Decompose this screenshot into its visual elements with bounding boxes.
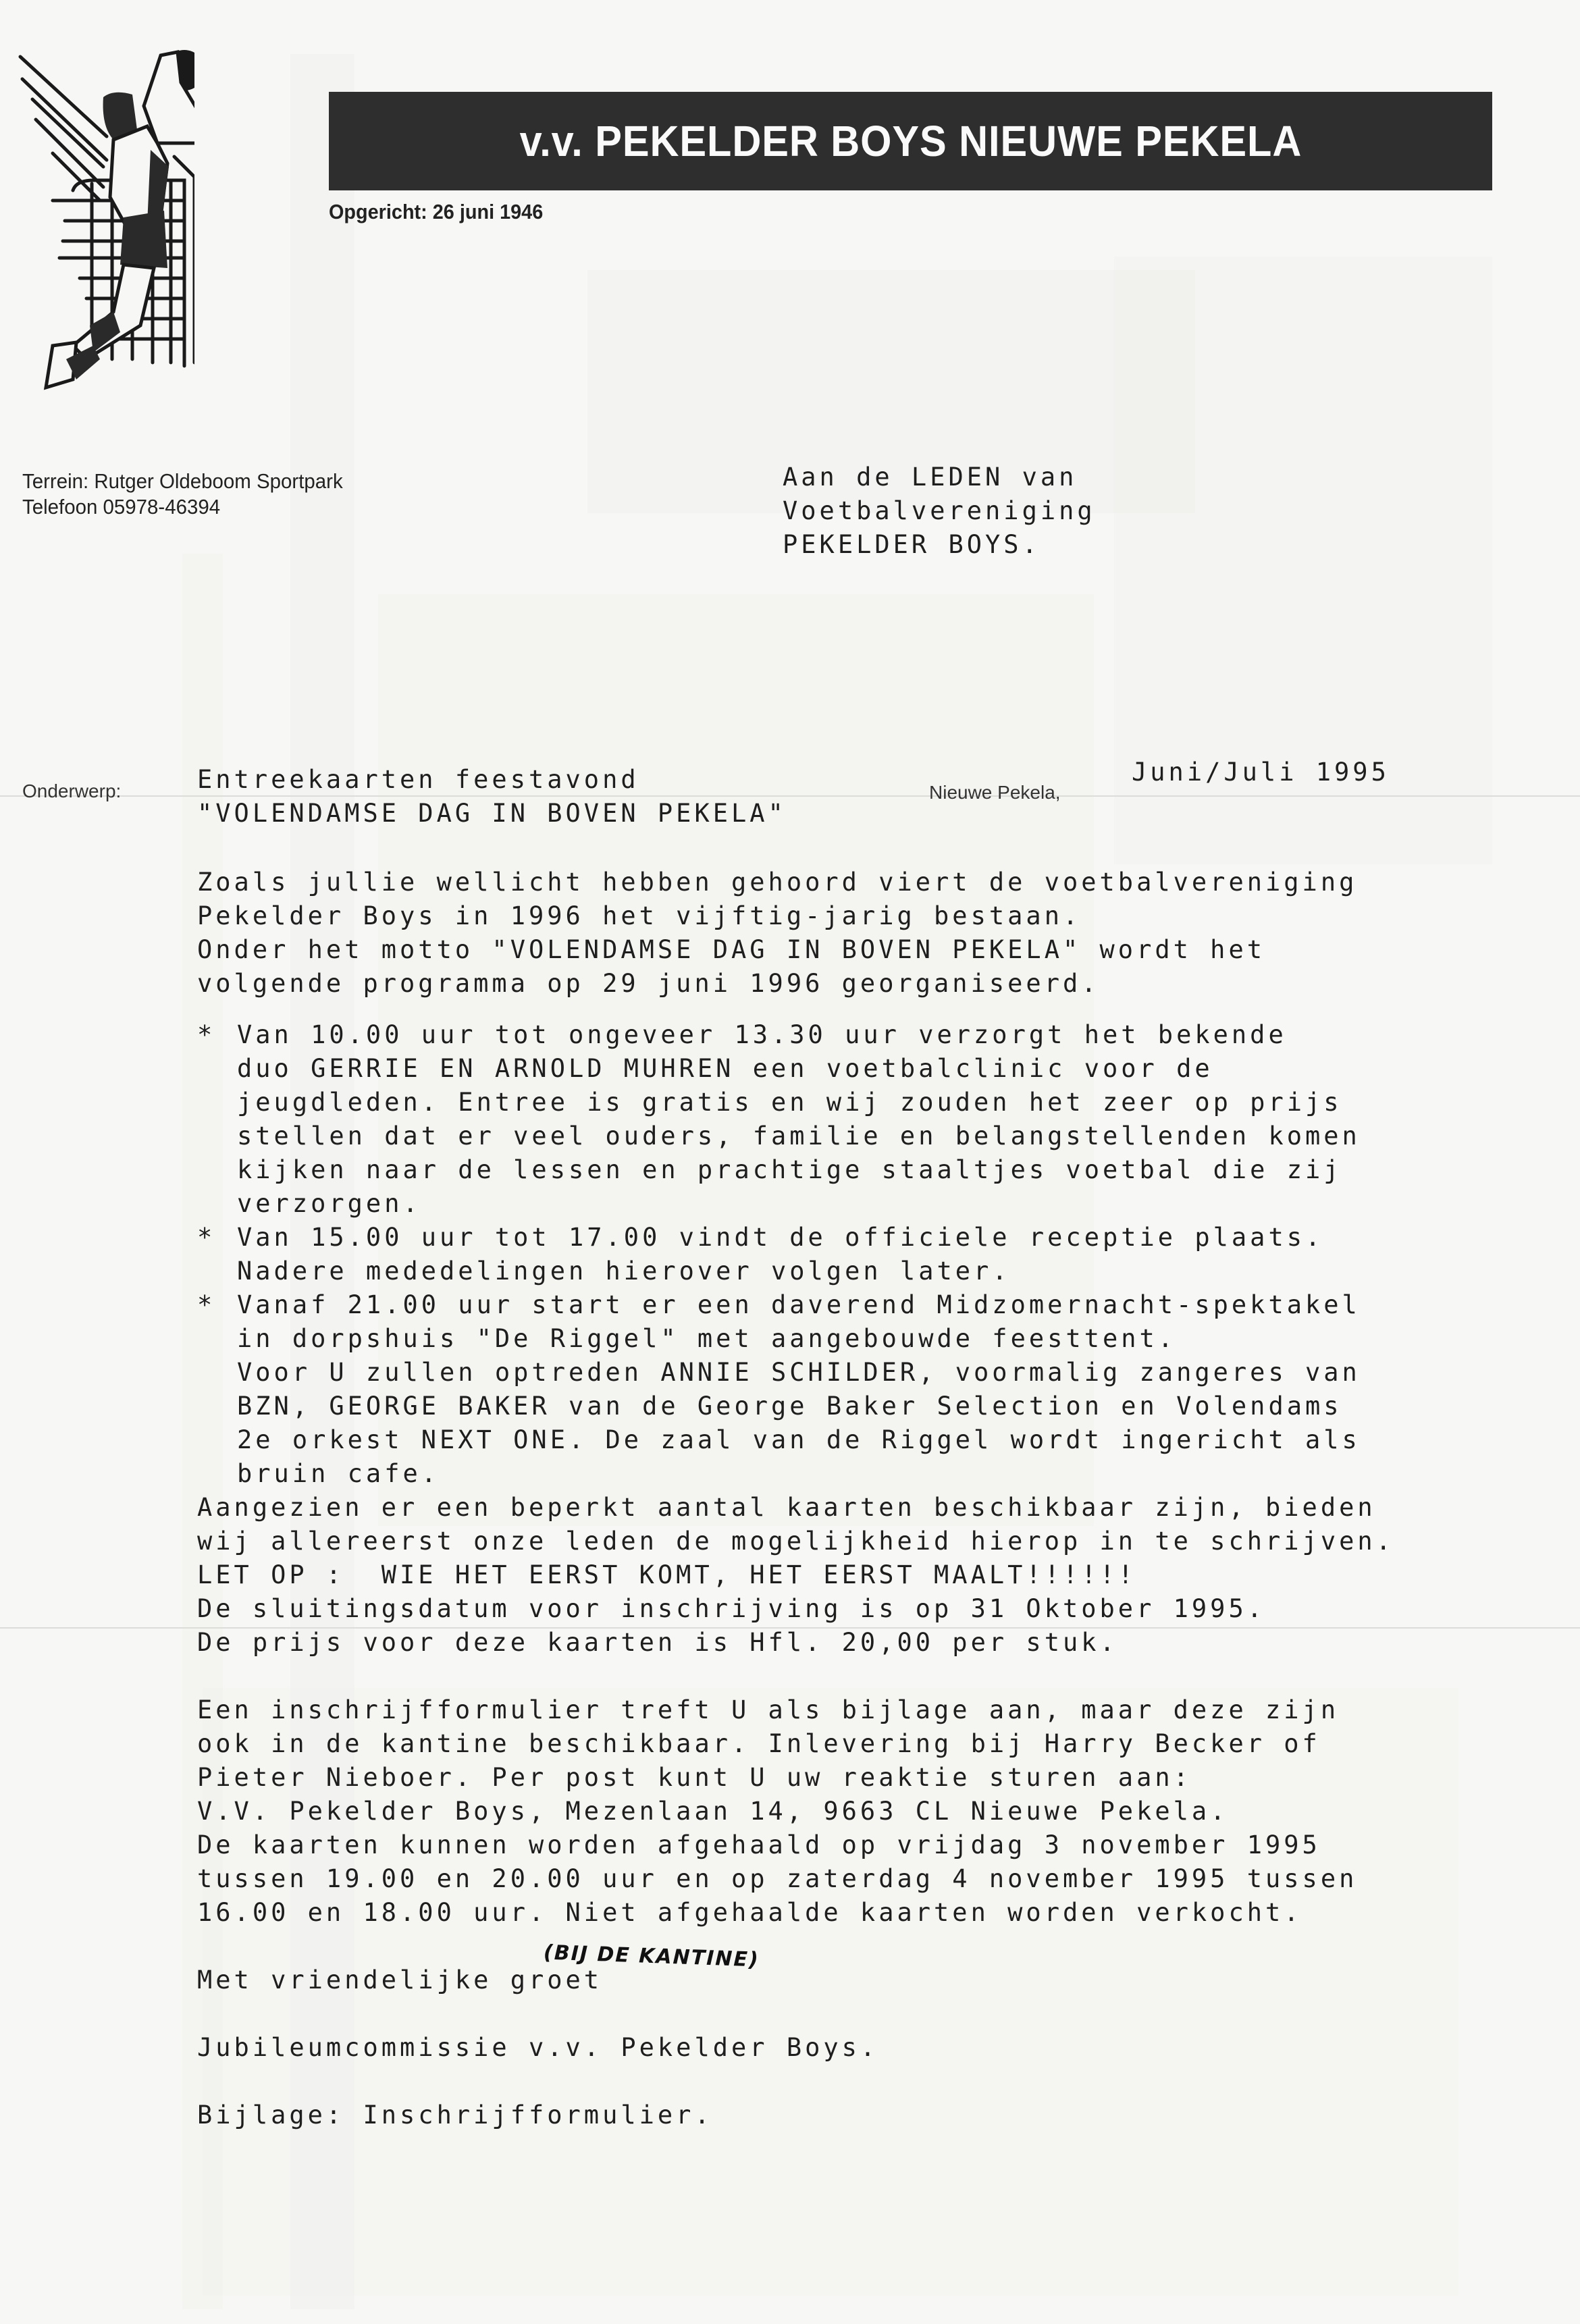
intro-line: Zoals jullie wellicht hebben gehoord viert de voetbalvereniging bbox=[197, 868, 1358, 897]
registration-line: Een inschrijfformulier treft U als bijlage aan, maar deze zijn bbox=[197, 1695, 1340, 1724]
program-line: Van 15.00 uur tot 17.00 vindt de officiele receptie plaats. bbox=[237, 1223, 1324, 1252]
program-line: BZN, GEORGE BAKER van de George Baker Selection en Volendams bbox=[237, 1392, 1342, 1421]
tickets-warning: LET OP : WIE HET EERST KOMT, HET EERST MAALT!!!!!! bbox=[197, 1560, 1137, 1589]
program-line: Nadere mededelingen hierover volgen later. bbox=[237, 1257, 1011, 1286]
intro-line: Pekelder Boys in 1996 het vijftig-jarig bestaan. bbox=[197, 901, 1082, 930]
tickets-line: De prijs voor deze kaarten is Hfl. 20,00 per stuk. bbox=[197, 1628, 1118, 1657]
addressee-line: Aan de LEDEN van bbox=[783, 463, 1078, 492]
letter-date: Juni/Juli 1995 bbox=[1132, 758, 1390, 787]
tickets-line: Aangezien er een beperkt aantal kaarten beschikbaar zijn, bieden bbox=[197, 1493, 1376, 1522]
program-line: verzorgen. bbox=[237, 1189, 421, 1218]
attachment-note: Bijlage: Inschrijfformulier. bbox=[197, 2101, 713, 2130]
club-contact-info bbox=[22, 469, 360, 520]
handwritten-note: (BIJ DE KANTINE) bbox=[543, 1940, 760, 1972]
registration-line: Pieter Nieboer. Per post kunt U uw reaktie sturen aan: bbox=[197, 1763, 1192, 1792]
asterisk-bullet-icon: * bbox=[197, 1223, 216, 1252]
program-line: stellen dat er veel ouders, familie en belangstellenden komen bbox=[237, 1121, 1361, 1151]
place-label: Nieuwe Pekela, bbox=[929, 782, 1061, 803]
registration-line: ook in de kantine beschikbaar. Inlevering bij Harry Becker of bbox=[197, 1729, 1321, 1758]
program-line: duo GERRIE EN ARNOLD MUHREN een voetbalclinic voor de bbox=[237, 1054, 1213, 1083]
subject-block bbox=[197, 763, 787, 830]
subject-label: Onderwerp: bbox=[22, 781, 122, 801]
asterisk-bullet-icon: * bbox=[197, 1020, 216, 1049]
subject-line: Entreekaarten feestavond bbox=[197, 765, 639, 794]
letter-body bbox=[197, 866, 1521, 2132]
program-line: jeugdleden. Entree is gratis en wij zouden het zeer op prijs bbox=[237, 1088, 1342, 1117]
addressee-block bbox=[783, 460, 1096, 562]
subject-line: "VOLENDAMSE DAG IN BOVEN PEKELA" bbox=[197, 799, 787, 828]
phone-number: Telefoon 05978-46394 bbox=[22, 495, 221, 519]
asterisk-bullet-icon: * bbox=[197, 1290, 216, 1319]
program-line: bruin cafe. bbox=[237, 1459, 440, 1488]
program-line: Vanaf 21.00 uur start er een daverend Midzomernacht-spektakel bbox=[237, 1290, 1361, 1319]
club-name-banner bbox=[329, 92, 1492, 190]
goalkeeper-logo-icon bbox=[12, 42, 194, 400]
program-item bbox=[197, 1221, 1521, 1288]
postal-address: V.V. Pekelder Boys, Mezenlaan 14, 9663 CL Nieuwe Pekela. bbox=[197, 1797, 1229, 1826]
program-line: in dorpshuis "De Riggel" met aangebouwde feesttent. bbox=[237, 1324, 1177, 1353]
program-item bbox=[197, 1018, 1521, 1221]
tickets-line: De sluitingsdatum voor inschrijving is op 31 Oktober 1995. bbox=[197, 1594, 1266, 1623]
program-line: Van 10.00 uur tot ongeveer 13.30 uur verzorgt het bekende bbox=[237, 1020, 1287, 1049]
tickets-line: wij allereerst onze leden de mogelijkheid hierop in te schrijven. bbox=[197, 1527, 1394, 1556]
registration-line: De kaarten kunnen worden afgehaald op vrijdag 3 november 1995 bbox=[197, 1830, 1321, 1859]
intro-line: Onder het motto "VOLENDAMSE DAG IN BOVEN PEKELA" wordt het bbox=[197, 935, 1266, 964]
program-line: 2e orkest NEXT ONE. De zaal van de Riggel wordt ingericht als bbox=[237, 1425, 1361, 1454]
program-item bbox=[197, 1288, 1521, 1491]
intro-line: volgende programma op 29 juni 1996 georganiseerd. bbox=[197, 969, 1100, 998]
program-line: kijken naar de lessen en prachtige staaltjes voetbal die zij bbox=[237, 1155, 1342, 1184]
signature: Jubileumcommissie v.v. Pekelder Boys. bbox=[197, 2033, 879, 2062]
registration-line: 16.00 en 18.00 uur. Niet afgehaalde kaarten worden verkocht. bbox=[197, 1898, 1302, 1927]
club-name: v.v. PEKELDER BOYS NIEUWE PEKELA bbox=[519, 117, 1302, 165]
registration-line: tussen 19.00 en 20.00 uur en op zaterdag 4 november 1995 tussen bbox=[197, 1864, 1358, 1893]
program-line: Voor U zullen optreden ANNIE SCHILDER, voormalig zangeres van bbox=[237, 1358, 1361, 1387]
founded-date: Opgericht: 26 juni 1946 bbox=[329, 200, 544, 223]
closing: Met vriendelijke groet bbox=[197, 1965, 603, 1995]
addressee-line: PEKELDER BOYS. bbox=[783, 530, 1041, 559]
addressee-line: Voetbalvereniging bbox=[783, 496, 1096, 525]
terrain-address: Terrein: Rutger Oldeboom Sportpark bbox=[22, 469, 343, 493]
